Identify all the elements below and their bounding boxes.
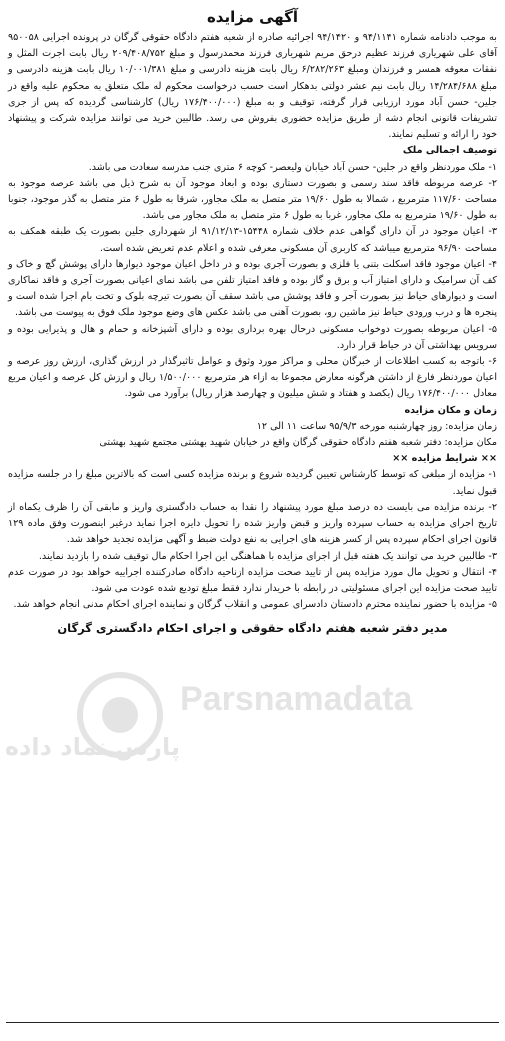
description-item-5: ۵- اعیان مربوطه بصورت دوخواب مسکونی درحال بهره برداری بوده و دارای آشپزخانه و حمام و هال و پذیرایی بوده و سرویس بهداشتی آن در حیاط قرار دارد. <box>8 323 497 351</box>
property-description-heading: توصیف اجمالی ملک <box>402 145 497 157</box>
description-item-3: ۳- اعیان موجود در آن دارای گواهی عدم خلاف شماره ۱۵۴۴۸-۹۱/۱۲/۱۳ از شهرداری جلین بصورت یک طبقه همکف به مساحت ۹۶/۹۰ مترمربع میباشد که کاربری آن مسکونی معرفی شده و اعلام عدم تعریض شده است. <box>8 226 497 254</box>
auction-place: مکان مزایده: دفتر شعبه هفتم دادگاه حقوقی گرگان واقع در خیابان شهید بهشتی مجتمع شهید بهشتی <box>99 437 497 449</box>
watermark-latin: Parsnamadata <box>180 680 413 718</box>
time-place-heading: زمان و مکان مزایده <box>404 404 497 416</box>
description-item-4: ۴- اعیان موجود فاقد اسکلت بتنی یا فلزی و بصورت آجری بوده و در داخل اعیان موجود دیوارها دارای پوشش گچ و خاک و کف آن سرامیک و دارای امتیاز آب و برق و گاز بوده و فاقد امتیاز تلفن می باشد نمای اعیانی بصورت آجری و فاقد نماکاری است و دیوارهای حیاط نیز بصورت آجر و فاقد پوشش می باشد سقف آن بصورت تیرچه بلوک و تخت بام اجرا شده است و پنجره ها و درب ورودی حیاط نیز ماشین رو، بصورت آهنی می باشد عکس های وضع موجود ملک فوق به پیوست می باشد. <box>8 258 497 319</box>
condition-item-1: ۱- مزایده از مبلغی که توسط کارشناس تعیین گردیده شروع و برنده مزایده کسی است که بالاترین مبلغ را در جلسه مزایده قبول نماید. <box>8 469 497 497</box>
condition-item-3: ۳- طالبین خرید می توانند یک هفته قبل از اجرای مزایده با هماهنگی این اجرا احکام مال توقیف شده را بازدید نمایند. <box>38 550 497 562</box>
watermark-persian: پارس نماد داده <box>4 733 180 761</box>
notice-signature: مدیر دفتر شعبه هفتم دادگاه حقوقی و اجرای احکام دادگستری گرگان <box>57 621 448 636</box>
description-item-6: ۶- باتوجه به کسب اطلاعات از خبرگان محلی و مراکز مورد وثوق و عوامل تاثیرگذار در ارزش گذاری، ارزش روز عرصه و اعیان موردنظر فارغ از داشتن هرگونه معارض مجموعا به ازاء هر مترمربع ۱/۵۰۰/۰۰۰ ریال و ارزش کل عرصه و اعیان مربع معادل ۱۷۶/۴۰۰/۰۰۰ ریال (یکصد و هفتاد و شش میلیون و چهارصد هزار ریال) برآورد می شود. <box>8 356 498 400</box>
condition-item-4: ۴- انتقال و تحویل مال مورد مزایده پس از تایید صحت مزایده ازناحیه دادگاه صادرکننده اجراییه خواهد بود در صورت عدم تایید صحت مزایده این اجرای مسئولیتی در رابطه با خریدار ندارد فقط مبلغ تودیع شده عودت می شود. <box>8 566 497 594</box>
intro-paragraph: به موجب دادنامه شماره ۹۴/۱۱۴۱ و ۹۴/۱۴۲۰ اجرائیه صادره از شعبه هفتم دادگاه حقوقی گرگان در پرونده اجرایی ۹۵۰۰۵۸ آقای علی شهریاری فرزند عظیم درحق مریم شهریاری فرزند محمدرسول و مبلغ ۲۰۹/۴۰۸/۷۵۲ ریال بابت اجرت المثل و نفقات معوقه همسر و فرزندان ومبلغ ۶/۲۸۲/۲۶۳ ریال بابت هزینه دادرسی و مبلغ ۱۰/۰۰۱/۳۸۱ ریال بابت هزینه دادرسی و مبلغ ۱۴/۲۸۴/۶۸۸ ریال بابت نیم عشر دولتی بدهکار است حسب درخواست محکوم له ملک متعلق به محکوم علیه واقع در جلین- حسن آباد مورد ارزیابی قرار گرفته، توقیف و به مبلغ (۱۷۶/۴۰۰/۰۰۰ ریال) کارشناسی گردیده که پس از جری تشریفات قانونی انجام دشه از طریق مزایده حضوری بفروش می رسد. طالبین خرید می توانند مزایده شرکت و پیشنهاد خود را ارائه و تسلیم نمایند. <box>8 32 497 141</box>
description-item-1: ۱- ملک موردنظر واقع در جلین- حسن آباد خیابان ولیعصر- کوچه ۶ متری جنب مدرسه سعادت می باشد. <box>88 161 497 173</box>
condition-item-2: ۲- برنده مزایده می بایست ده درصد مبلغ مورد پیشنهاد را نقدا به حساب دادگستری واریز و مابقی آن را ظرف یکماه از تاریخ اجرای مزایده به حساب سپرده واریز و قبض واریز شده را تحویل دایره اجرا نماید درغیر اینصورت وفق ماده ۱۲۹ قانون اجرای احکام سپرده پس از کسر هزینه های اجرایی به نفع دولت ضبط و آگهی مزایده تجدید خواهد شد. <box>8 501 497 546</box>
auction-time: زمان مزایده: روز چهارشنبه مورخه ۹۵/۹/۳ ساعت ۱۱ الی ۱۲ <box>256 420 497 432</box>
notice-body <box>8 30 497 613</box>
watermark-logo <box>4 640 440 790</box>
bottom-divider <box>6 1022 499 1023</box>
condition-item-5: ۵- مزایده با حضور نماینده محترم دادستان دادسرای عمومی و انقلاب گرگان و نماینده اجرای احکام مدنی انجام خواهد شد. <box>13 599 497 611</box>
notice-title: آگهی مزایده <box>206 8 299 26</box>
description-item-2: ۲- عرصه مربوطه فاقد سند رسمی و بصورت دستاری بوده و ابعاد موجود آن به شرح ذیل می باشد عرصه موجود به مساحت ۱۱۷/۶۰ مترمربع ، شمالا به طول ۱۹/۶۰ متر متصل به ملک مجاور، شرقا به طول ۶ متر متصل به گذر موجود، جنوبا به طول ۱۹/۶۰ مترمربع به ملک مجاور، غربا به طول ۶ متر متصل به ملک مجاور می باشد. <box>8 177 497 222</box>
conditions-heading: ×× شرایط مزایده ×× <box>392 453 497 465</box>
